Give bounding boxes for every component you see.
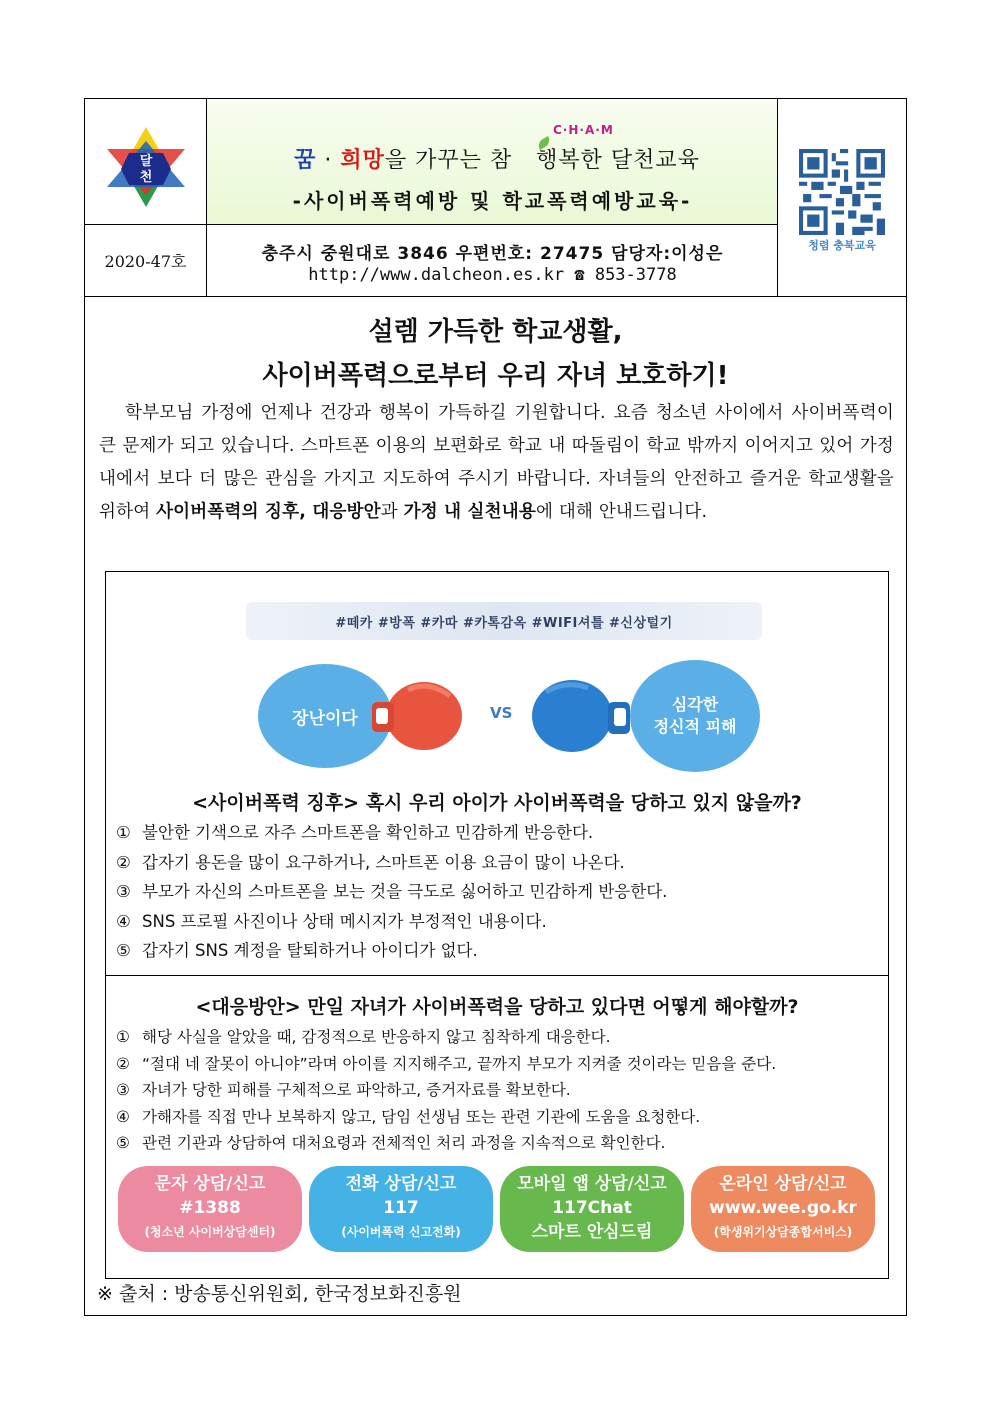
text-report-badge: 문자 상담/신고 #1388 (청소년 사이버상담센터) [118,1166,302,1252]
page-title-line2: 사이버폭력으로부터 우리 자녀 보호하기! [262,361,729,391]
app-report-badge: 모바일 앱 상담/신고 117Chat 스마트 안심드림 [500,1166,684,1252]
section-divider [106,975,888,976]
source-note: ※ 출처 : 방송통신위원회, 한국정보화진흥원 [97,1283,462,1305]
hashtag-bar [246,602,762,640]
signs-list [116,818,667,966]
response-list [116,1024,776,1157]
red-boxing-glove-icon [368,676,464,760]
signs-title: <사이버폭력 징후> 혹시 우리 아이가 사이버폭력을 당하고 있지 않을까? [192,792,802,814]
list-item: ① 불안한 기색으로 자주 스마트폰을 확인하고 민감하게 반응한다. [116,823,594,842]
list-item: ③ 부모가 자신의 스마트폰을 보는 것을 극도로 싫어하고 민감하게 반응한다. [116,882,668,901]
qr-label: 청렴 충북교육 [808,239,876,252]
list-item: ⑤ 관련 기관과 상담하여 대처요령과 전체적인 처리 과정을 지속적으로 확인한다. [116,1134,666,1152]
subtitle: -사이버폭력예방 및 학교폭력예방교육- [292,189,693,213]
logo-text: 달 [139,154,153,169]
address-line: 충주시 중원대로 3846 우편번호: 27475 담당자:이성은 [261,244,724,264]
header-divider [778,296,906,297]
svg-text:천: 천 [139,170,153,185]
slogan: 꿈 · 희망을 가꾸는 참 행복한 달천교육 [294,148,700,173]
list-item: ② 갑자기 용돈을 많이 요구하거나, 스마트폰 이용 요금이 많이 나온다. [116,852,625,872]
intro-paragraph: 학부모님 가정에 언제나 건강과 행복이 가득하길 기원합니다. 요즘 청소년 사이에서 사이버폭력이 큰 문제가 되고 있습니다. 스마트폰 이용의 보편화로 학교 내 따돌림이 학교 밖까지 이어지고 있어 가정 내에서 보다 더 많은 관심을 가지고 지도하여 주시기 바랍니다. 자녀들의 안전하고 즐거운 학교생활을 위하여 사이버폭력의 징후, 대응방안과 가정 내 실천내용에 대해 안내드립니다. [99,403,894,522]
issue-number: 2020-47호 [85,225,207,297]
list-item: ③ 자녀가 당한 피해를 구체적으로 파악하고, 증거자료를 확보한다. [116,1081,571,1099]
prank-circle: 장난이다 [258,664,392,768]
slogan-cell [207,99,778,225]
response-title: <대응방안> 만일 자녀가 사이버폭력을 당하고 있다면 어떻게 해야할까? [195,996,799,1018]
contact-info-cell [207,225,778,297]
newsletter-frame [84,98,907,1316]
list-item: ④ 가해자를 직접 만나 보복하지 않고, 담임 선생님 또는 관련 기관에 도움을 요청한다. [116,1107,701,1126]
info-box [105,571,889,1279]
hashtags: #떼카 #방폭 #카따 #카톡감옥 #WIFI셔틀 #신상털기 [335,615,673,631]
school-logo-cell [85,99,207,225]
serious-harm-circle: 심각한 정신적 피해 [630,660,760,772]
list-item: ⑤ 갑자기 SNS 계정을 탈퇴하거나 아이디가 없다. [116,941,478,960]
list-item: ④ SNS 프로필 사진이나 상태 메시지가 부정적인 내용이다. [116,911,547,931]
school-logo-icon [85,99,207,225]
blue-boxing-glove-icon [526,674,636,762]
url-phone-line: http://www.dalcheon.es.kr ☎ 853-3778 [308,265,677,285]
list-item: ② “절대 네 잘못이 아니야”라며 아이를 지지해주고, 끝까지 부모가 지켜줄 것이라는 믿음을 준다. [116,1054,777,1073]
vs-label: VS [490,704,513,722]
cham-mark: C·H·A·M [553,123,614,137]
qr-code-icon [799,149,885,235]
page-title-line1: 설렘 가득한 학교생활, [368,317,623,347]
phone-report-badge: 전화 상담/신고 117 (사이버폭력 신고전화) [309,1166,493,1252]
qr-cell [778,99,906,297]
letterhead [85,99,906,297]
online-report-badge: 온라인 상담/신고 www.wee.go.kr (학생위기상담종합서비스) [691,1166,875,1252]
list-item: ① 해당 사실을 알았을 때, 감정적으로 반응하지 않고 침착하게 대응한다. [116,1028,611,1046]
